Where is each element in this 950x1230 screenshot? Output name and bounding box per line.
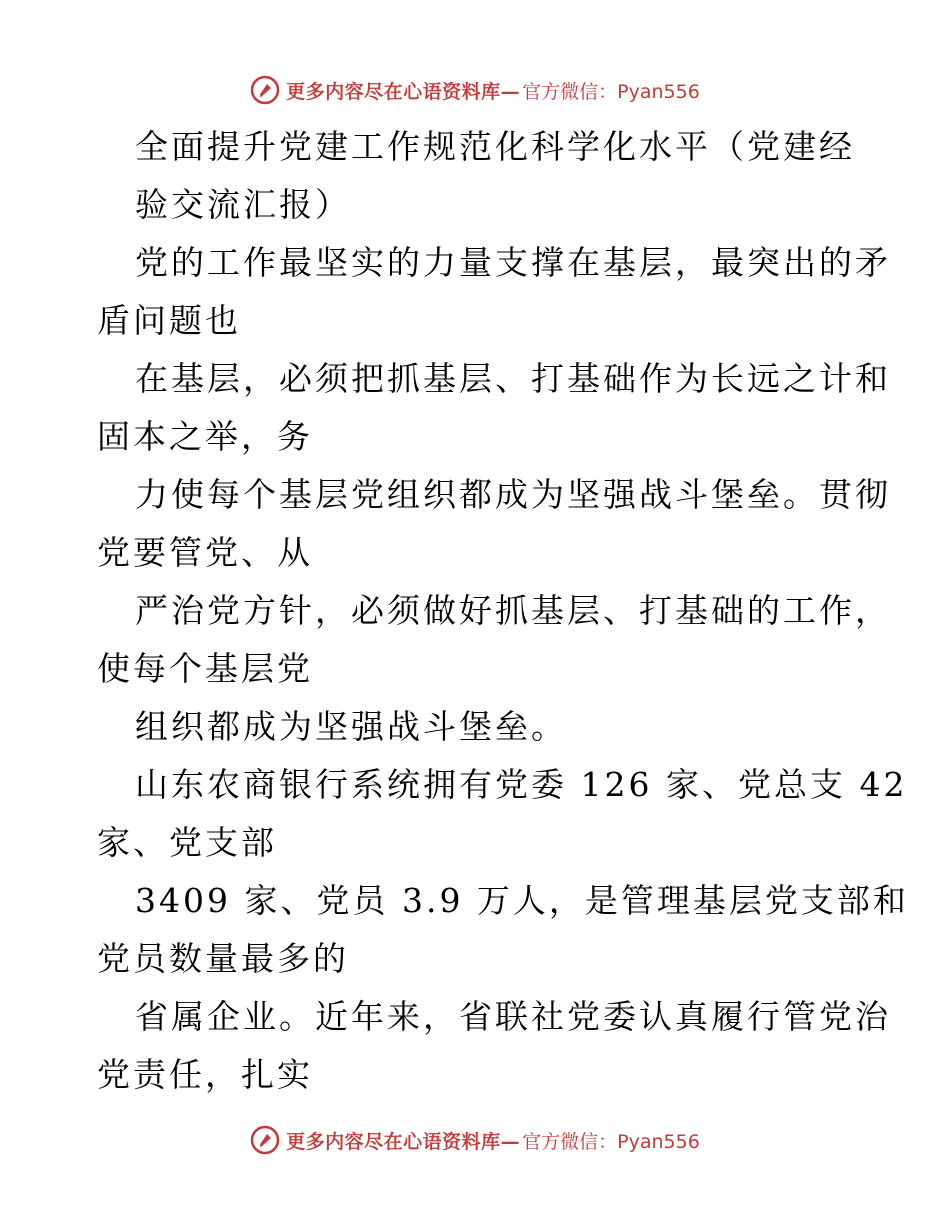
header-watermark-banner [0,70,950,110]
text-line: 力使每个基层党组织都成为坚强战斗堡垒。贯彻 [135,475,891,514]
text-line: 党的工作最坚实的力量支撑在基层，最突出的矛 [135,243,891,282]
text-line: 验交流汇报） [135,185,351,224]
banner-wechat: 官方微信：Pyan556 [522,1130,700,1153]
text-line: 固本之举，务 [97,417,313,456]
text-line: 3409 家、党员 3.9 万人，是管理基层党支部和 [135,881,909,920]
pen-nib-logo-icon [250,1125,280,1155]
document-body [97,118,909,1104]
text-line: 党员数量最多的 [97,939,349,978]
footer-watermark-banner [0,1120,950,1160]
banner-text: 更多内容尽在心语资料库— [286,80,521,103]
text-line: 党责任，扎实 [97,1055,313,1094]
text-line: 山东农商银行系统拥有党委 126 家、党总支 42 [135,765,908,804]
text-line: 省属企业。近年来，省联社党委认真履行管党治 [135,997,891,1036]
pen-nib-logo-icon [250,75,280,105]
text-line: 家、党支部 [97,823,277,862]
text-line: 党要管党、从 [97,533,313,572]
text-line: 盾问题也 [97,301,241,340]
text-line: 严治党方针，必须做好抓基层、打基础的工作， [135,591,891,630]
text-line: 组织都成为坚强战斗堡垒。 [135,707,567,746]
banner-wechat: 官方微信：Pyan556 [522,80,700,103]
text-line: 全面提升党建工作规范化科学化水平（党建经 [135,127,855,166]
text-line: 使每个基层党 [97,649,313,688]
banner-text: 更多内容尽在心语资料库— [286,1130,521,1153]
text-line: 在基层，必须把抓基层、打基础作为长远之计和 [135,359,891,398]
